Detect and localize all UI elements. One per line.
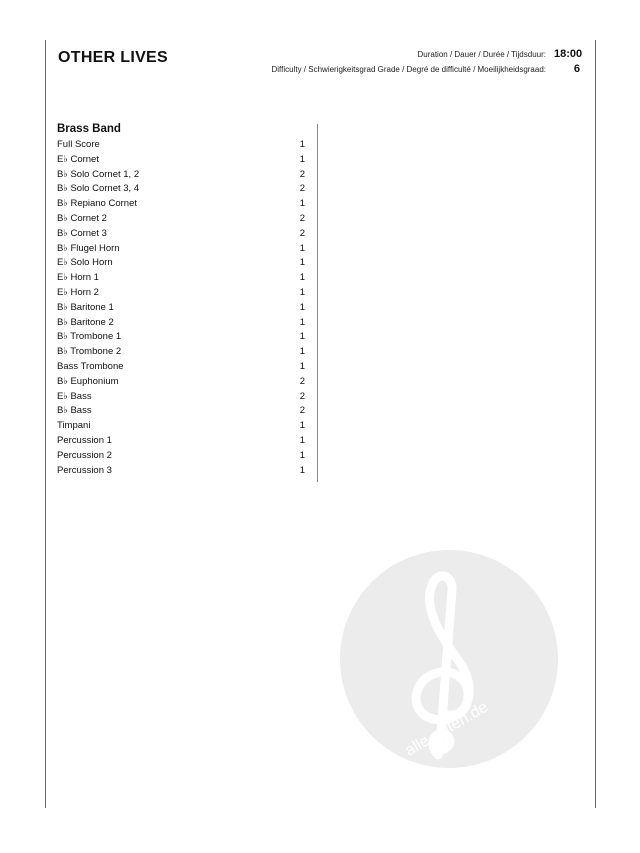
part-quantity: 1: [299, 272, 305, 284]
difficulty-label: Difficulty / Schwierigkeitsgrad Grade / Degré de difficulté / Moeilijkheidsgraad:: [271, 65, 546, 74]
part-name: E♭ Horn 2: [57, 286, 99, 298]
part-name: Bass Trombone: [57, 360, 124, 372]
part-name: Full Score: [57, 139, 100, 150]
difficulty-value: 6: [573, 63, 580, 75]
list-item: [57, 138, 305, 153]
list-item: [57, 271, 305, 286]
part-name: B♭ Baritone 1: [57, 301, 114, 313]
part-quantity: 2: [299, 183, 305, 195]
part-quantity: 2: [299, 375, 305, 387]
part-quantity: 1: [299, 360, 305, 372]
part-name: Percussion 2: [57, 449, 112, 461]
part-quantity: 2: [299, 390, 305, 402]
list-item: [57, 256, 305, 271]
part-name: E♭ Cornet: [57, 153, 99, 165]
watermark-text: alle-noten.de: [402, 698, 492, 760]
part-quantity: 1: [299, 153, 305, 165]
watermark: [340, 550, 558, 768]
list-item: [57, 301, 305, 316]
part-name: B♭ Solo Cornet 3, 4: [57, 183, 140, 195]
part-name: Percussion 1: [57, 434, 112, 446]
list-item: [57, 330, 305, 345]
list-item: [57, 449, 305, 464]
column-divider: [317, 124, 318, 482]
list-item: [57, 197, 305, 212]
list-item: [57, 375, 305, 390]
list-item: [57, 242, 305, 257]
list-item: [57, 345, 305, 360]
page-title: OTHER LIVES: [58, 49, 168, 66]
part-name: B♭ Cornet 3: [57, 227, 107, 239]
part-name: B♭ Trombone 2: [57, 346, 122, 358]
page-border-left: [45, 40, 46, 808]
duration-value: 18:00: [554, 48, 583, 60]
part-quantity: 1: [299, 434, 305, 446]
list-item: [57, 360, 305, 375]
part-quantity: 1: [299, 316, 305, 328]
part-name: E♭ Solo Horn: [57, 257, 113, 269]
part-name: B♭ Flugel Horn: [57, 242, 120, 254]
part-quantity: 1: [299, 346, 305, 358]
part-quantity: 1: [299, 301, 305, 313]
duration-row: [417, 48, 583, 60]
part-quantity: 1: [299, 257, 305, 269]
parts-list: [57, 138, 305, 478]
list-item: [57, 182, 305, 197]
list-item: [57, 434, 305, 449]
part-name: B♭ Cornet 2: [57, 212, 107, 224]
part-quantity: 1: [299, 139, 305, 150]
list-item: [57, 153, 305, 168]
part-quantity: 2: [299, 227, 305, 239]
part-name: Percussion 3: [57, 464, 112, 476]
difficulty-row: [272, 63, 581, 75]
part-name: B♭ Bass: [57, 405, 92, 417]
part-quantity: 2: [299, 405, 305, 417]
part-name: B♭ Euphonium: [57, 375, 119, 387]
part-quantity: 1: [299, 286, 305, 298]
page-border-right: [595, 40, 596, 808]
part-name: B♭ Repiano Cornet: [57, 198, 137, 210]
part-name: Timpani: [57, 420, 91, 432]
list-item: [57, 404, 305, 419]
list-item: [57, 212, 305, 227]
list-item: [57, 316, 305, 331]
part-quantity: 2: [299, 168, 305, 180]
duration-label: Duration / Dauer / Durée / Tijdsduur:: [417, 50, 546, 59]
section-title: Brass Band: [57, 123, 121, 135]
list-item: [57, 168, 305, 183]
part-name: B♭ Trombone 1: [57, 331, 122, 343]
list-item: [57, 286, 305, 301]
list-item: [57, 390, 305, 405]
part-name: E♭ Horn 1: [57, 272, 99, 284]
part-name: B♭ Solo Cornet 1, 2: [57, 168, 140, 180]
part-quantity: 1: [299, 198, 305, 210]
part-name: B♭ Baritone 2: [57, 316, 114, 328]
part-quantity: 1: [299, 420, 305, 432]
part-name: E♭ Bass: [57, 390, 92, 402]
part-quantity: 1: [299, 242, 305, 254]
part-quantity: 1: [299, 331, 305, 343]
part-quantity: 1: [299, 449, 305, 461]
list-item: [57, 464, 305, 479]
part-quantity: 1: [299, 464, 305, 476]
part-quantity: 2: [299, 212, 305, 224]
list-item: [57, 227, 305, 242]
list-item: [57, 419, 305, 434]
